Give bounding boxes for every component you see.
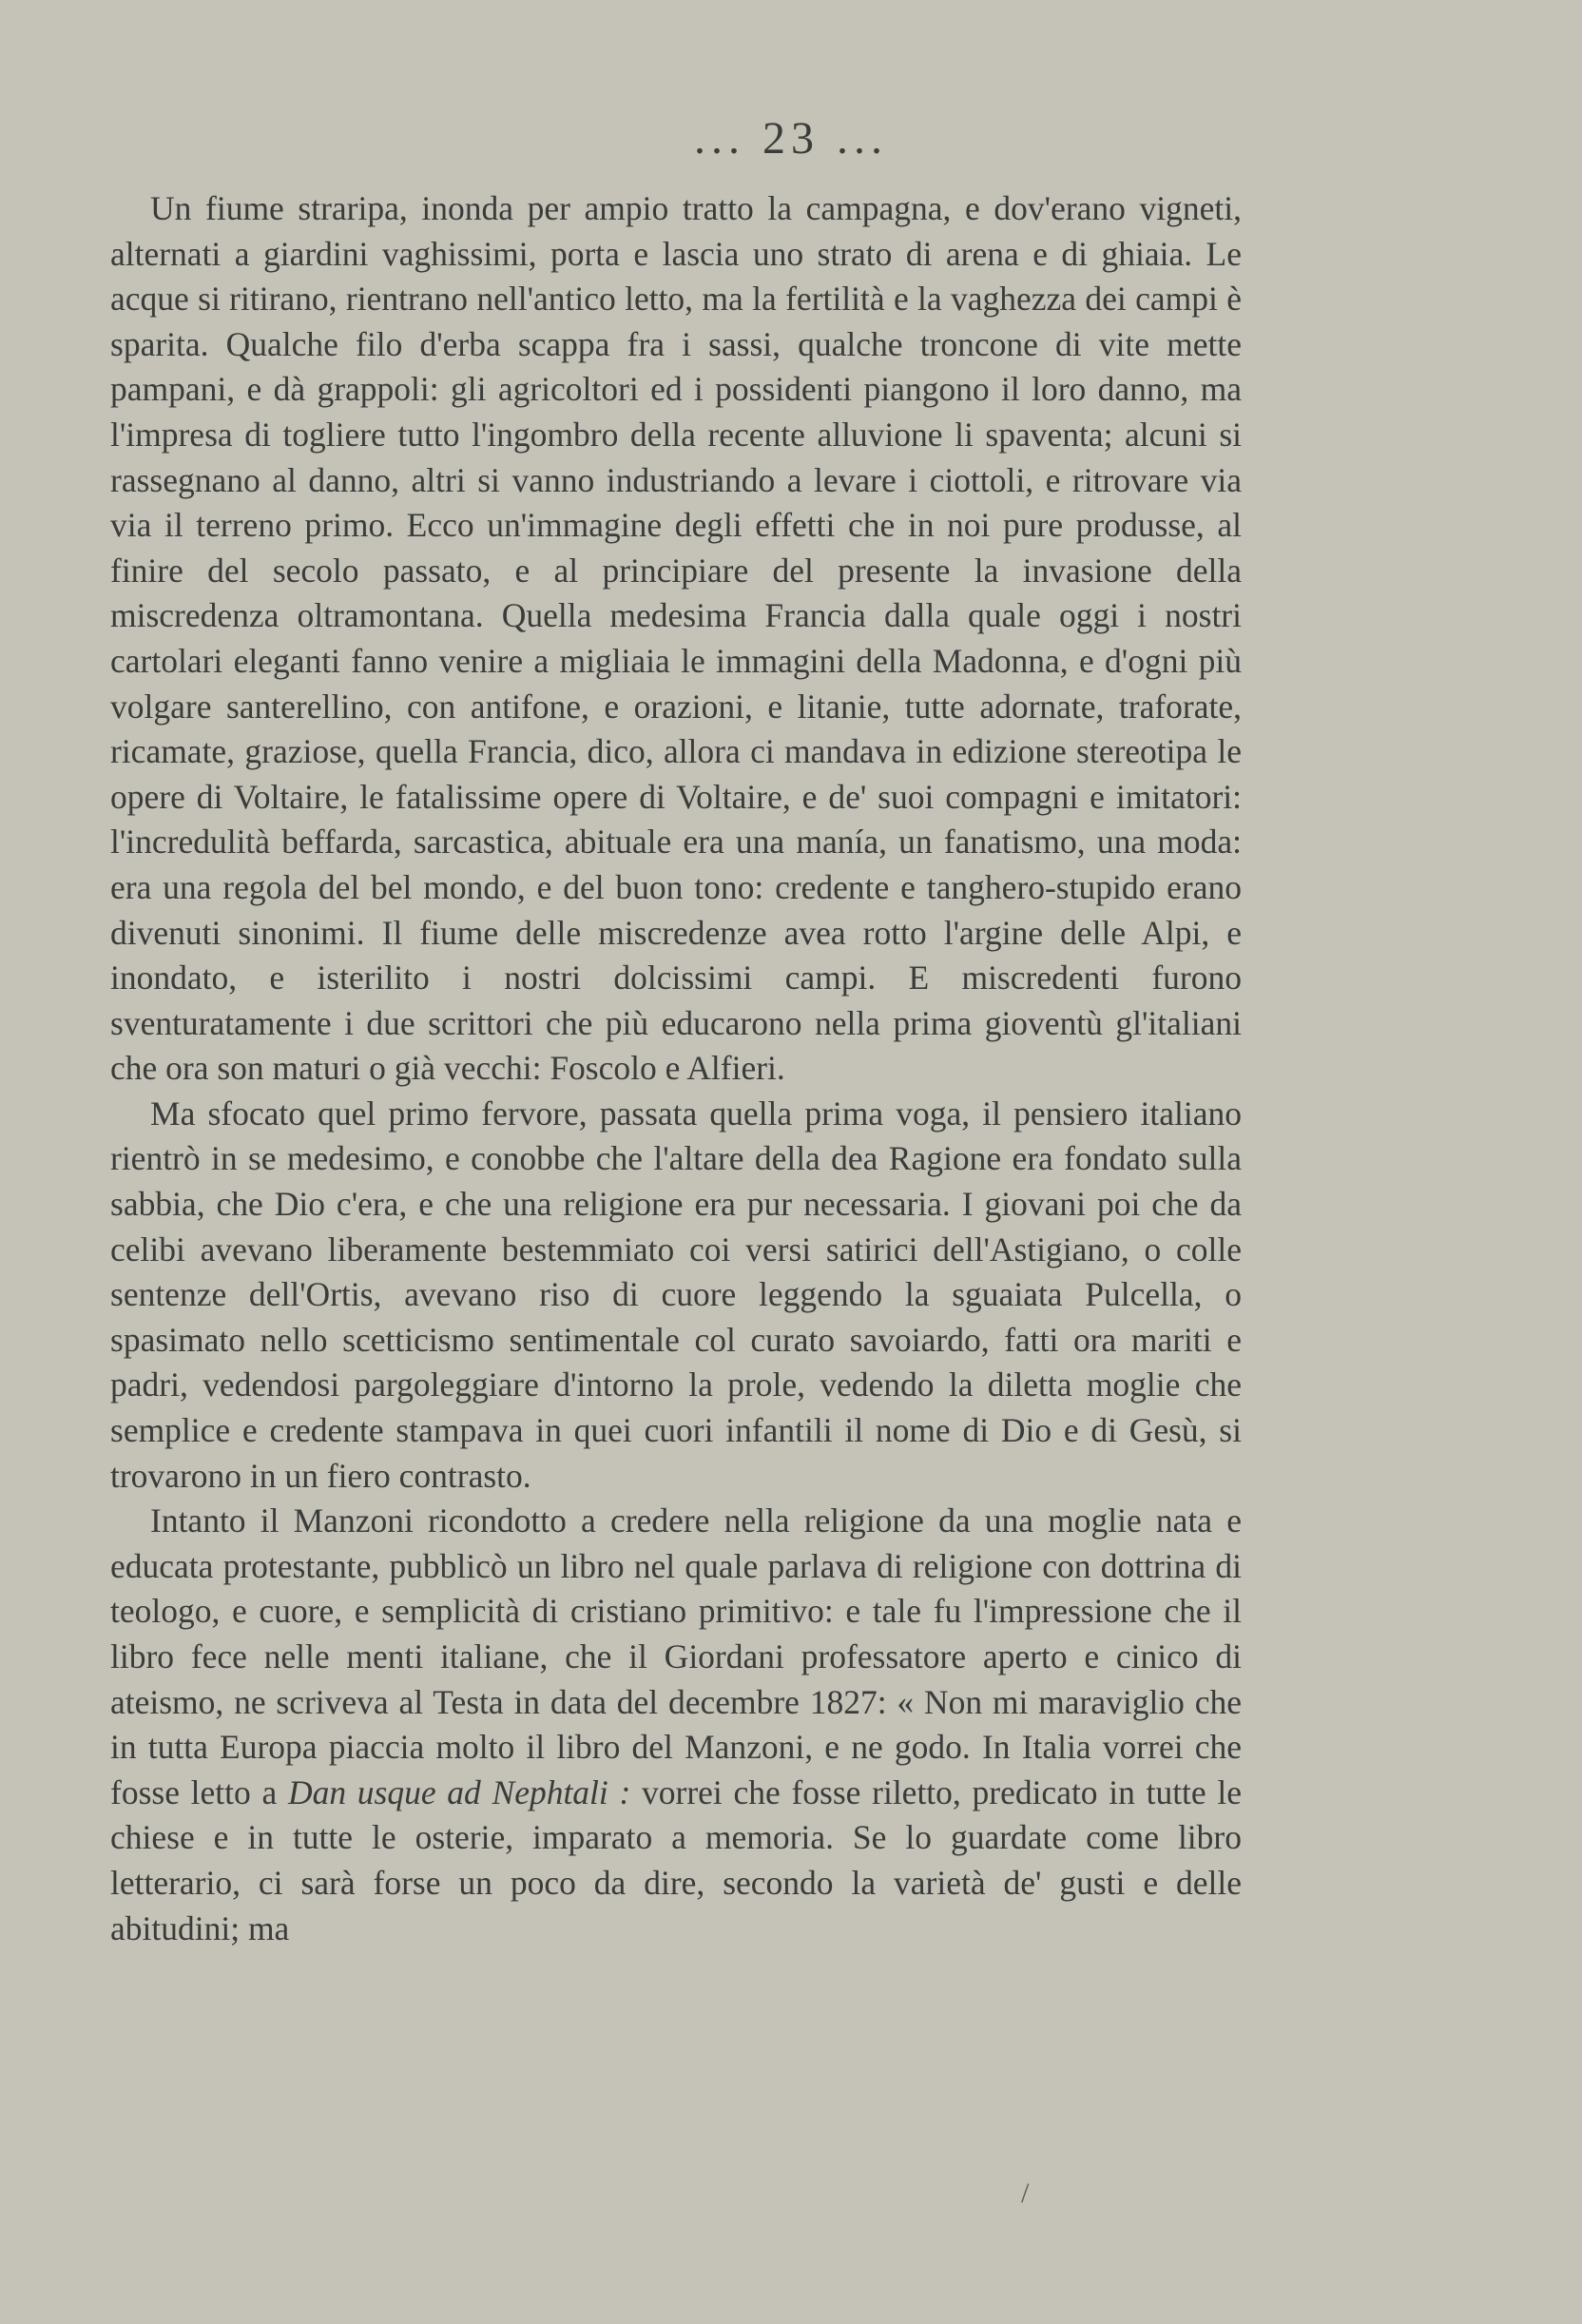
page-number: ... 23 ... <box>694 113 888 164</box>
paragraph-3 <box>110 1499 1242 1951</box>
paragraph-3-italic: Dan usque ad Nephtali : <box>287 1772 631 1811</box>
paragraph-2: Ma sfocato quel primo fervore, passata quella prima voga, il pensiero italiano rientrò in se medesimo, e conobbe che l'altare della dea Ragione era fondato sulla sabbia, che Dio c'era, e che una religione era pur necessaria. I giovani poi che da celibi avevano liberamente bestemmiato coi versi satirici dell'Astigiano, o colle sentenze dell'Ortis, avevano riso di cuore leggendo la sguaiata Pulcella, o spasimato nello scetticismo sentimentale col curato savoiardo, fatti ora mariti e padri, vedendosi pargoleggiare d'intorno la prole, vedendo la diletta moglie che semplice e credente stampava in quei cuori infantili il nome di Dio e di Gesù, si trovarono in un fiero contrasto. <box>110 1094 1242 1495</box>
paragraph-1: Un fiume straripa, inonda per ampio tratto la campagna, e dov'erano vigneti, alternati a giardini vaghissimi, porta e lascia uno strato di arena e di ghiaia. Le acque si ritirano, rientrano nell'antico letto, ma la fertilità e la vaghezza dei campi è sparita. Qualche filo d'erba scappa fra i sassi, qualche troncone di vite mette pampani, e dà grappoli: gli agricoltori ed i possidenti piangono il loro danno, ma l'impresa di togliere tutto l'ingombro della recente alluvione li spaventa; alcuni si rassegnano al danno, altri si vanno industriando a levare i ciottoli, e ritrovare via via il terreno primo. Ecco un'immagine degli effetti che in noi pure produsse, al finire del secolo passato, e al principiare del presente la invasione della miscredenza oltramontana. Quella medesima Francia dalla quale oggi i nostri cartolari eleganti fanno venire a migliaia le immagini della Madonna, e d'ogni più volgare santerellino, con antifone, e orazioni, e litanie, tutte adornate, traforate, ricamate, graziose, quella Francia, dico, allora ci mandava in edizione stereotipa le opere di Voltaire, le fatalissime opere di Voltaire, e de' suoi compagni e imitatori: l'incredulità beffarda, sarcastica, abituale era una manía, un fanatismo, una moda: era una regola del bel mondo, e del buon tono: credente e tanghero-stupido erano divenuti sinonimi. Il fiume delle miscredenze avea rotto l'argine delle Alpi, e inondato, e isterilito i nostri dolcissimi campi. E miscredenti furono sventuratamente i due scrittori che più educarono nella prima gioventù gl'italiani che ora son maturi o già vecchi: Foscolo e Alfieri. <box>110 189 1242 1088</box>
paragraph-3-text-after: vorrei che fosse riletto, predicato in tutte le chiese e in tutte le osterie, imparato a memoria. Se lo guardate come libro letterario, ci sarà forse un poco da dire, secondo la varietà de' gusti e delle abitudini; ma <box>110 1772 1243 1947</box>
body-text <box>110 186 1242 1951</box>
paragraph-3-text-before: Intanto il Manzoni ricondotto a credere nella religione da una moglie nata e educata protestante, pubblicò un libro nel quale parlava di religione con dottrina di teologo, e cuore, e semplicità di cristiano primitivo: e tale fu l'impressione che il libro fece nelle menti italiane, che il Giordani professatore aperto e cinico di ateismo, ne scriveva al Testa in data del decembre 1827: « Non mi maraviglio che in tutta Europa piaccia molto il libro del Manzoni, e ne godo. In Italia vorrei che fosse letto a <box>110 1501 1242 1811</box>
footer-mark: / <box>1021 2178 1030 2209</box>
